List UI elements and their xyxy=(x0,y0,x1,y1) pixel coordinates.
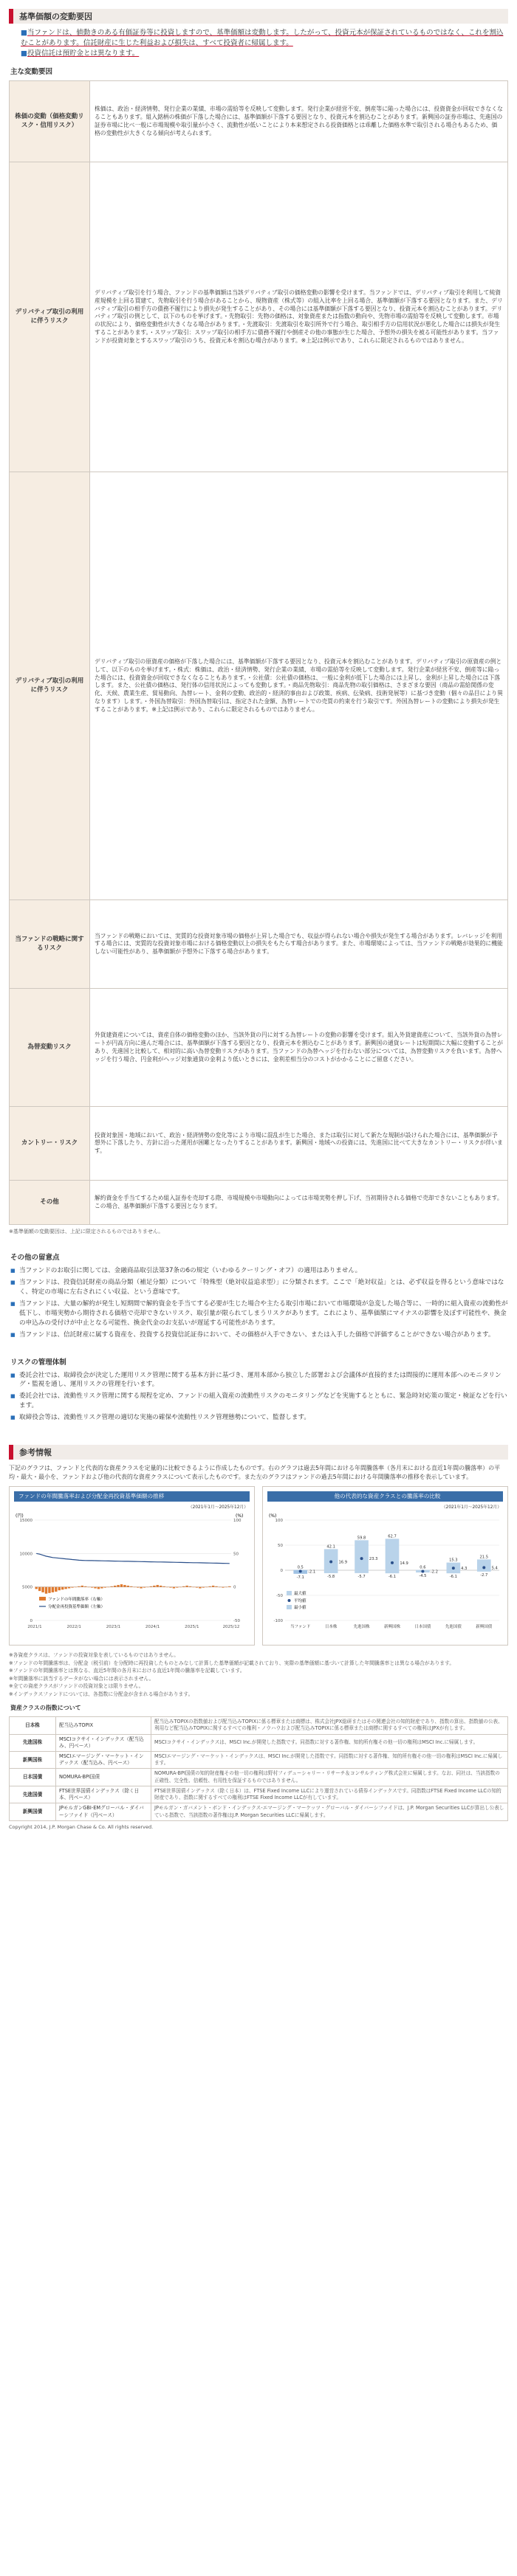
min-data-label: -7.1 xyxy=(296,1575,304,1580)
bar xyxy=(38,1587,41,1591)
max-data-label: 62.7 xyxy=(388,1534,397,1539)
tick-label-left: 5000 xyxy=(22,1585,32,1590)
bar xyxy=(84,1586,86,1587)
tick-label: 0 xyxy=(280,1568,283,1573)
bar xyxy=(196,1587,198,1588)
index-name: 配当込みTOPIX xyxy=(56,1717,151,1734)
bar xyxy=(386,1539,400,1573)
max-data-label: 0.5 xyxy=(297,1565,304,1570)
bar xyxy=(477,1559,491,1571)
bar xyxy=(64,1587,66,1589)
tick-label: 50 xyxy=(278,1543,283,1548)
intro-text xyxy=(21,28,508,58)
x-tick-label: 2024/1 xyxy=(145,1624,160,1629)
bar xyxy=(55,1587,57,1592)
risk-row xyxy=(10,900,508,989)
x-tick-label: 2025/1 xyxy=(185,1624,199,1629)
index-name: NOMURA-BPI国債 xyxy=(56,1769,151,1786)
tick-label-left: 15000 xyxy=(19,1518,32,1523)
bar xyxy=(169,1587,171,1588)
bar xyxy=(104,1587,106,1588)
tick-label-right: 100 xyxy=(233,1518,242,1523)
index-class: 新興国株 xyxy=(10,1752,56,1769)
bar xyxy=(117,1585,119,1587)
table-row xyxy=(10,1803,508,1820)
avg-point xyxy=(482,1566,485,1569)
bar xyxy=(134,1587,136,1588)
index-name: FTSE世界国債インデックス（除く日本、円ベース） xyxy=(56,1786,151,1803)
bar xyxy=(127,1586,129,1587)
risk-desc: 当ファンドの戦略においては、実質的な投資対象市場の価格が上昇した場合でも、収益が得られない場合や損失が発生する場合があります。レバレッジを利用する場合には、実質的な投資対象市場における価格変動以上の損失をもたらす場合があります。また、市場環境によっては、当ファンドの戦略が効果的に機能しない可能性があり、基準価額が予想外に下落する場合があります。 xyxy=(90,900,508,989)
avg-data-label: 16.9 xyxy=(338,1560,348,1565)
bar xyxy=(123,1585,126,1587)
x-tick-label: 日本国債 xyxy=(414,1624,431,1629)
index-desc: MSCIエマージング・マーケット・インデックスは、MSCI Inc.が開発した指数です。同指数に対する著作権、知的所有権その他一切の権利はMSCI Inc.に帰属します。 xyxy=(151,1752,508,1769)
min-data-label: -6.1 xyxy=(388,1575,397,1580)
bar xyxy=(179,1587,182,1588)
bar xyxy=(58,1587,61,1591)
bar xyxy=(91,1587,93,1588)
x-tick-label: 2025/12 xyxy=(222,1624,240,1629)
bar xyxy=(199,1587,201,1589)
index-class: 先進国株 xyxy=(10,1734,56,1751)
bar xyxy=(228,1586,230,1587)
bar xyxy=(97,1587,100,1589)
bar xyxy=(48,1587,50,1593)
avg-point xyxy=(360,1557,363,1560)
risk-row xyxy=(10,1107,508,1181)
bar xyxy=(107,1587,109,1588)
bar xyxy=(202,1587,205,1588)
max-data-label: 42.1 xyxy=(326,1544,335,1550)
list-item: ■ 当ファンドのお取引に関しては、金融商品取引法第37条の6の規定（いわゆるクーリング・オフ）の適用はありません。 xyxy=(19,1266,508,1276)
bar xyxy=(157,1585,159,1587)
bar xyxy=(146,1587,148,1588)
bar xyxy=(71,1587,73,1588)
avg-data-label: 5.4 xyxy=(491,1566,498,1571)
x-tick-label: 2022/1 xyxy=(66,1624,81,1629)
left-chart-svg xyxy=(10,1510,254,1643)
risk-desc: 外貨建資産については、資産自体の価格変動のほか、当該外貨の円に対する為替レートの変動の影響を受けます。組入外貨建資産について、当該外貨の為替レートが円高方向に進んだ場合には、基準価額が下落する要因となり、投資元本を割込むことがあります。新興国の通貨レートは短期間に大幅に変動することがあり、先進国と比較して、相対的に高い為替変動リスクがあります。当ファンドの為替ヘッジを行わない部分については、為替変動リスクを負います。為替ヘッジを行う場合、円金利がヘッジ対象通貨の金利より低いときには、金利差相当分のコストがかかることにご留意ください。 xyxy=(90,989,508,1107)
subheading-main-factors: 主な変動要因 xyxy=(10,68,53,77)
bar xyxy=(45,1587,47,1594)
risk-row xyxy=(10,1181,508,1225)
legend-swatch xyxy=(287,1591,292,1595)
risk-desc: 投資対象国・地域において、政治・経済情勢の変化等により市場に混乱が生じた場合、または取引に対して新たな規制が設けられた場合には、基準価額が予想外に下落したり、方針に沿った運用が困難となったりすることがあります。新興国・地域への投資には、先進国に比べて大きなカントリー・リスクが伴います。 xyxy=(90,1107,508,1181)
right-chart-period: （2021年1月～2025年12月） xyxy=(441,1505,501,1510)
bar xyxy=(205,1587,208,1588)
y-axis-left-label: (円) xyxy=(16,1513,24,1519)
bar xyxy=(61,1587,64,1590)
right-chart-title: 他の代表的な資産クラスとの騰落率の比較 xyxy=(267,1491,503,1502)
list-item: ■ 委託会社では、取締役会が決定した運用リスク管理に関する基本方針に基づき、運用本部から独立した部署および会議体が直接的または間接的に運用本部へのモニタリング・監視を通し、運用リスクの管理を行います。 xyxy=(19,1371,508,1390)
bar xyxy=(41,1587,44,1592)
index-class: 先進国債 xyxy=(10,1786,56,1803)
avg-data-label: 4.3 xyxy=(461,1567,468,1572)
tick-label-right: 50 xyxy=(233,1552,239,1557)
risk-name: カントリー・リスク xyxy=(10,1107,90,1181)
bar xyxy=(137,1587,139,1588)
bar xyxy=(219,1587,221,1588)
bar xyxy=(166,1587,168,1588)
index-desc: MSCIコクサイ・インデックスは、MSCI Inc.が開発した指数です。同指数に対する著作権、知的所有権その他一切の権利はMSCI Inc.に帰属します。 xyxy=(151,1734,508,1751)
bar xyxy=(355,1540,369,1573)
x-tick-label: 当ファンド xyxy=(290,1624,311,1629)
list-item: ■ 取締役会等は、流動性リスク管理の適切な実施の確保や流動性リスク管理態勢について、監督します。 xyxy=(19,1413,508,1423)
risk-desc: デリバティブ取引を行う場合、ファンドの基準価額は当該デリバティブ取引の価格変動の影響を受けます。当ファンドでは、デリバティブ取引を利用して純資産規模を上回る買建て、先物取引を行う場合があることから、現物資産（株式等）の組入比率を上回る場合、基準価額が下落する要因となります。また、デリバティブ取引の相手方の債務不履行により損失が発生することがあり、その場合には基準価額が下落する要因となり、投資元本を割込むことがあります。デリバティブ取引の例として、以下のものを挙げます。・先物取引：先物の価格は、対象資産または指数の動向や、先物市場の需給等を反映して変動します。市場の状況により、価格変動性が大きくなる場合があります。・先渡取引：先渡取引を取引所外で行う場合、取引相手方の信用状況が悪化した場合には損失が発生することがあります。・スワップ取引：スワップ取引の相手方に債務不履行や倒産その他の事態が生じた場合、予想外の損失を被る可能性があります。当ファンドが投資対象とするスワップ取引のうち、投資元本を割込む場合があります。※上記は例示であり、これらに限定されるものではありません。 xyxy=(90,162,508,472)
y-axis-label: (%) xyxy=(269,1513,277,1519)
right-chart-svg xyxy=(263,1510,507,1643)
charts-row xyxy=(9,1486,508,1646)
risk-name: デリバティブ取引の利用に伴うリスク xyxy=(10,162,90,472)
index-desc: NOMURA-BPI国債の知的財産権その他一切の権利は野村フィデューシャリー・リサーチ＆コンサルティング株式会社に帰属します。なお、同社は、当該指数の正確性、完全性、信頼性、有用性を保証するものではありません。 xyxy=(151,1769,508,1786)
bar xyxy=(114,1586,116,1587)
copyright-text: Copyright 2014, J.P. Morgan Chase & Co. All rights reserved. xyxy=(9,1823,154,1830)
bar xyxy=(182,1586,185,1587)
series-line xyxy=(36,1553,230,1564)
index-name: MSCIコクサイ・インデックス（配当込み、円ベース） xyxy=(56,1734,151,1751)
legend-swatch xyxy=(288,1599,291,1602)
index-desc: JPモルガン・ガバメント・ボンド・インデックス-エマージング・マーケッツ・グローバル・ダイバーシファイドは、J.P. Morgan Securities LLCが算出し公表している指数で、当該指数の著作権はJ.P. Morgan Securities LLCに帰属します。 xyxy=(151,1803,508,1820)
bar xyxy=(75,1587,77,1588)
risk-row xyxy=(10,472,508,900)
table-row xyxy=(10,1752,508,1769)
bar xyxy=(192,1587,194,1588)
other-notes-list xyxy=(9,1266,508,1339)
table-row xyxy=(10,1734,508,1751)
bar xyxy=(87,1587,89,1588)
risk-desc: 株価は、政治・経済情勢、発行企業の業績、市場の需給等を反映して変動します。発行企業が経営不安、倒産等に陥った場合には、投資資金が回収できなくなることもあります。組入銘柄の株価が下落した場合には、基準価額が下落する要因となり、投資元本を割込むことがあります。新興国の証券市場は、先進国の証券市場に比べ一般に市場規模や取引量が小さく、流動性が低いことにより本来想定される投資価格とは乖離した価格水準で取引される場合もあるため、価格の変動性が大きくなる傾向が考えられます。 xyxy=(90,81,508,162)
index-desc: 配当込みTOPIXの指数値および配当込みTOPIXに係る標章または商標は、株式会社JPX総研またはその関連会社の知的財産であり、指数の算出、指数値の公表、利用など配当込みTOPIXに関するすべての権利・ノウハウおよび配当込みTOPIXに係る標章または商標に関するすべての権利はJPXが有します。 xyxy=(151,1717,508,1734)
index-name: JPモルガンGBI-EMグローバル・ダイバーシファイド（円ベース） xyxy=(56,1803,151,1820)
min-data-label: -5.7 xyxy=(357,1574,366,1579)
x-tick-label: 新興国株 xyxy=(383,1624,401,1629)
risk-management-list xyxy=(9,1371,508,1423)
index-class: 新興国債 xyxy=(10,1803,56,1820)
max-data-label: 0.6 xyxy=(420,1565,426,1570)
bar xyxy=(212,1586,214,1587)
note-line: ※年間騰落率に該当するデータがない場合には表示されません。 xyxy=(9,1675,154,1682)
x-tick-label: 先進国債 xyxy=(445,1624,462,1629)
max-data-label: 21.5 xyxy=(479,1555,489,1560)
index-desc: FTSE世界国債インデックス（除く日本）は、FTSE Fixed Income LLCにより運営されている債券インデックスです。同指数はFTSE Fixed Income LLCの知的財産であり、指数に関するすべての権利はFTSE Fixed Income LLCが有しています。 xyxy=(151,1786,508,1803)
left-chart xyxy=(9,1486,255,1646)
bar xyxy=(100,1587,103,1589)
heading-other-notes: その他の留意点 xyxy=(10,1254,60,1263)
tick-label-left: 10000 xyxy=(19,1552,32,1557)
risk-name: 為替変動リスク xyxy=(10,989,90,1107)
bar xyxy=(110,1586,112,1587)
legend-swatch-bar xyxy=(39,1597,46,1600)
x-tick-label: 2021/1 xyxy=(27,1624,42,1629)
bar xyxy=(173,1587,175,1589)
list-item: ■ 委託会社では、流動性リスク管理に関する規程を定め、ファンドの組入資産の流動性リスクのモニタリングなどを実施するとともに、緊急時対応策の策定・検証などを行います。 xyxy=(19,1392,508,1411)
table-row xyxy=(10,1769,508,1786)
bar xyxy=(52,1587,54,1592)
risk-row xyxy=(10,162,508,472)
x-tick-label: 新興国債 xyxy=(476,1624,493,1629)
legend-label: 最小値 xyxy=(294,1605,307,1610)
heading-risk-management: リスクの管理体制 xyxy=(10,1358,66,1367)
x-tick-label: 日本株 xyxy=(324,1624,338,1629)
tick-label: 100 xyxy=(275,1518,283,1523)
list-item: ■ 当ファンドは、投資信託財産の商品分類（補足分類）について「特殊型（絶対収益追求型）」に分類されます。ここで「絶対収益」とは、必ず収益を得るという意味ではなく、特定の市場に左右されにくい収益、という意味です。 xyxy=(19,1278,508,1297)
risk-desc: デリバティブ取引の原資産の価格が下落した場合には、基準価額が下落する要因となり、投資元本を割込むことがあります。デリバティブ取引の原資産の例として、以下のものを挙げます。・株式：株価は、政治・経済情勢、発行企業の業績、市場の需給等を反映して変動します。発行企業が経営不安、倒産等に陥った場合には、投資資金が回収できなくなることもあります。・公社債：公社債の価格は、一般に金利が低下した場合には上昇し、金利が上昇した場合には下落します。また、公社債の価格は、発行体の信用状況によっても変動します。・商品先物取引：商品先物の取引価格は、さまざまな要因（商品の需給関係の変化、天候、農業生産、貿易動向、為替レート、金利の変動、政治的・経済的事由および政策、疾病、伝染病、技術発展等）に基づき変動（個々の品目により異なります）します。・外国為替取引：外国為替取引は、指定された金額、為替レートでの売買の約束を行う取引です。外国為替レートの変動により損失が発生することがあります。※上記は例示であり、これらに限定されるものではありません。 xyxy=(90,472,508,900)
index-class: 日本株 xyxy=(10,1717,56,1734)
bar xyxy=(185,1586,188,1587)
bar xyxy=(160,1586,162,1587)
index-heading: 資産クラスの指数について xyxy=(10,1705,81,1712)
avg-point xyxy=(391,1561,394,1564)
bar xyxy=(35,1587,38,1589)
bar xyxy=(215,1586,217,1587)
avg-data-label: 14.9 xyxy=(400,1561,408,1566)
bar xyxy=(143,1587,145,1588)
bar xyxy=(225,1587,227,1588)
min-data-label: -4.5 xyxy=(419,1574,427,1579)
bar xyxy=(140,1587,142,1589)
risk-row xyxy=(10,81,508,162)
risk-note: ※基準価額の変動要因は、上記に限定されるものではありません。 xyxy=(9,1229,164,1235)
bar xyxy=(81,1586,83,1587)
avg-point xyxy=(452,1567,455,1570)
tick-label-right: -50 xyxy=(233,1618,240,1623)
note-line: ※各資産クラスは、ファンドの投資対象を表しているものではありません。 xyxy=(9,1651,179,1658)
bar xyxy=(208,1586,210,1587)
bar xyxy=(153,1586,155,1587)
avg-data-label: -2.1 xyxy=(308,1570,316,1575)
legend-label: 最大値 xyxy=(294,1591,307,1596)
bar xyxy=(68,1587,70,1589)
left-chart-title: ファンドの年間騰落率および分配金再投資基準価額の推移 xyxy=(14,1491,250,1502)
legend-label: 平均値 xyxy=(294,1598,307,1603)
intro-item-2: ■投資信託は預貯金とは異なります。 xyxy=(21,49,140,58)
avg-data-label: -2.2 xyxy=(430,1570,438,1575)
max-data-label: 59.8 xyxy=(357,1536,366,1541)
min-data-label: -6.1 xyxy=(449,1575,457,1580)
intro-item-1: ■当ファンドは、値動きのある有価証券等に投資しますので、基準価額は変動します。したがって、投資元本が保証されているものではなく、これを割込むことがあります。信託財産に生じた利益および損失は、すべて投資者に帰属します。 xyxy=(21,29,504,47)
note-line: ※ファンドの年間騰落率は、分配金（税引前）を分配時に再投資したものとみなして計算した基準価額が記載されており、実際の基準価額に基づいて計算した年間騰落率とは異なる場合があります。 xyxy=(9,1660,455,1666)
table-row xyxy=(10,1717,508,1734)
avg-point xyxy=(299,1570,302,1572)
risk-table xyxy=(9,80,508,1225)
risk-name: 当ファンドの戦略に関するリスク xyxy=(10,900,90,989)
bar xyxy=(94,1587,96,1589)
bar xyxy=(120,1584,123,1587)
x-tick-label: 先進国株 xyxy=(353,1624,370,1629)
right-chart xyxy=(262,1486,508,1646)
risk-desc: 解約資金を手当てするため組入証券を売却する際、市場規模や市場動向によっては市場実勢を押し下げ、当初期待される価格で売却できないこともあります。この場合、基準価額が下落する要因となります。 xyxy=(90,1181,508,1225)
avg-point xyxy=(329,1560,332,1563)
list-item: ■ 当ファンドは、大量の解約が発生し短期間で解約資金を手当てする必要が生じた場合や主たる取引市場において市場環境が急変した場合等に、一時的に組入資産の流動性が低下し、市場実勢から期待される価格で売却できないリスク、取引量が限られてしまうリスクがあります。これにより、基準価額にマイナスの影響を及ぼす可能性や、換金の申込みの受付けが中止となる可能性、換金代金のお支払いが遅延する可能性があります。 xyxy=(19,1299,508,1328)
section-title-risk: 基準価額の変動要因 xyxy=(9,9,508,24)
chart-notes xyxy=(9,1651,508,1698)
avg-data-label: 23.3 xyxy=(369,1557,378,1562)
note-line: ※ファンドの年間騰落率とは異なる、直近5年間の各月末における直近1年間の騰落率を記載しています。 xyxy=(9,1668,245,1674)
table-row xyxy=(10,1786,508,1803)
bar xyxy=(150,1586,152,1587)
bar xyxy=(162,1586,165,1587)
bar xyxy=(222,1587,224,1588)
x-tick-label: 2023/1 xyxy=(106,1624,121,1629)
y-axis-right-label: (%) xyxy=(236,1513,244,1519)
risk-row xyxy=(10,989,508,1107)
bar xyxy=(189,1586,191,1587)
tick-label-right: 0 xyxy=(233,1585,236,1590)
index-class: 日本国債 xyxy=(10,1769,56,1786)
tick-label-left: 0 xyxy=(30,1618,32,1623)
max-data-label: 15.3 xyxy=(449,1558,458,1563)
tick-label: -50 xyxy=(276,1593,283,1598)
risk-name: その他 xyxy=(10,1181,90,1225)
min-data-label: -2.7 xyxy=(480,1572,488,1578)
bar xyxy=(130,1586,132,1587)
legend-label: ファンドの年間騰落率（右軸） xyxy=(48,1597,105,1602)
legend-swatch xyxy=(287,1605,292,1609)
note-line: ※インデックスファンドについては、各指数に分配金が含まれる場合があります。 xyxy=(9,1691,194,1697)
risk-name: 株価の変動（価格変動リスク・信用リスク） xyxy=(10,81,90,162)
note-line: ※全ての資産クラスがファンドの投資対象とは限りません。 xyxy=(9,1683,144,1690)
index-table xyxy=(9,1716,508,1821)
list-item: ■ 当ファンドは、信託財産に属する資産を、投資する投資信託証券において、その価格が入手できない、または入手した価格で評価することができない場合があります。 xyxy=(19,1330,508,1340)
tick-label: -100 xyxy=(273,1618,283,1623)
bar xyxy=(176,1587,178,1588)
min-data-label: -5.8 xyxy=(327,1574,335,1579)
legend-label: 分配金再投資基準価額（左軸） xyxy=(48,1604,106,1609)
index-name: MSCIエマージング・マーケット・インデックス（配当込み、円ベース） xyxy=(56,1752,151,1769)
left-chart-period: （2021年1月～2025年12月） xyxy=(188,1505,248,1510)
risk-name: デリバティブ取引の利用に伴うリスク xyxy=(10,472,90,900)
reference-text: 下記のグラフは、ファンドと代表的な資産クラスを定量的に比較できるように作成したものです。右のグラフは過去5年間における年間騰落率（各月末における直近1年間の騰落率）の平均・最大・最小を、ファンドおよび他の代表的な資産クラスについて表示したものです。また左のグラフはファンドの過去5年間における年間騰落率の推移を表示しています。 xyxy=(9,1464,501,1480)
bar xyxy=(78,1586,80,1587)
section-title-reference: 参考情報 xyxy=(9,1445,508,1460)
avg-point xyxy=(421,1570,424,1572)
